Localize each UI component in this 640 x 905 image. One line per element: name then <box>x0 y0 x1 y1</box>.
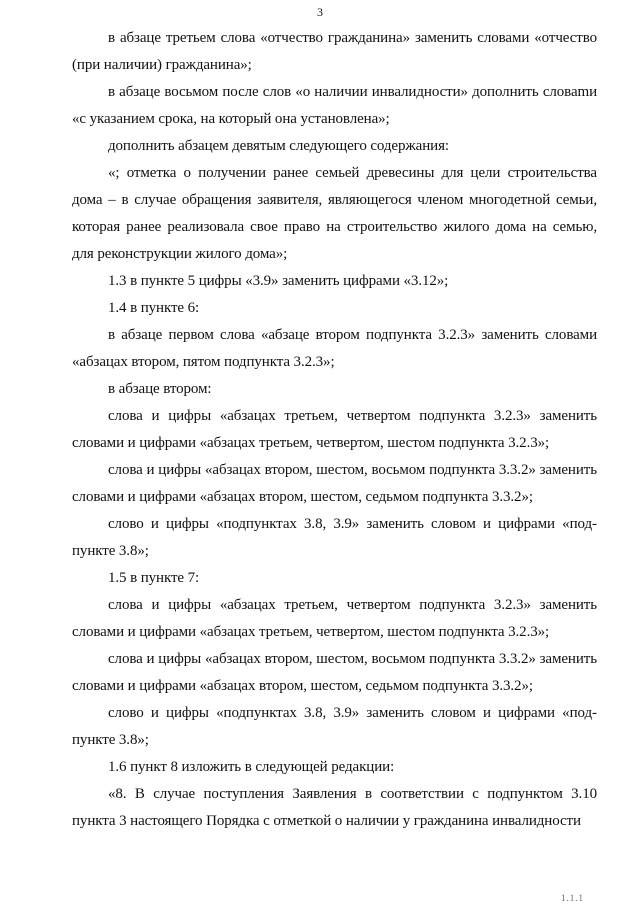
paragraph: слова и цифры «абзацах третьем, четвертом подпункта 3.2.3» заменить словами и цифрами «абзацах третьем, четвертом, шестом подпункта 3.2.3»; <box>72 597 597 640</box>
paragraph: «8. В случае поступления Заявления в соответствии с подпунктом 3.10 пункта 3 настоящего Порядка с отметкой о наличии у гражданина инвалидности <box>72 786 597 829</box>
page-number: 3 <box>317 5 323 19</box>
paragraph: дополнить абзацем девятым следующего содержания: <box>108 138 449 154</box>
paragraph: слово и цифры «подпунктах 3.8, 3.9» заменить словом и цифрами «подпункте 3.8»; <box>72 516 597 559</box>
paragraph: в абзаце восьмом после слов «о наличии инвалидности» дополнить словаmи «с указанием срока, на который она установлена»; <box>72 84 597 127</box>
paragraph: слова и цифры «абзацах втором, шестом, восьмом подпункта 3.3.2» заменить словами и цифрами «абзацах втором, шестом, седьмом подпункта 3.3.2»; <box>72 462 597 505</box>
paragraph: слова и цифры «абзацах втором, шестом, восьмом подпункта 3.3.2» заменить словами и цифрами «абзацах втором, шестом, седьмом подпункта 3.3.2»; <box>72 651 597 694</box>
paragraph: 1.4 в пункте 6: <box>108 300 200 316</box>
paragraph: в абзаце втором: <box>108 381 212 397</box>
paragraph: 1.5 в пункте 7: <box>108 570 200 586</box>
paragraph: 1.3 в пункте 5 цифры «3.9» заменить цифрами «3.12»; <box>108 273 449 289</box>
paragraph: слова и цифры «абзацах третьем, четвертом подпункта 3.2.3» заменить словами и цифрами «абзацах третьем, четвертом, шестом подпункта 3.2.3»; <box>72 408 597 451</box>
paragraph: слово и цифры «подпунктах 3.8, 3.9» заменить словом и цифрами «подпункте 3.8»; <box>72 705 597 748</box>
document-body <box>72 25 597 835</box>
paragraph: в абзаце третьем слова «отчество гражданина» заменить словами «отчество (при наличии) гражданина»; <box>72 30 597 73</box>
corner-mark: 1.1.1 <box>561 893 584 903</box>
paragraph: 1.6 пункт 8 изложить в следующей редакции: <box>108 759 395 775</box>
paragraph: в абзаце первом слова «абзаце втором подпункта 3.2.3» заменить словами «абзацах втором, пятом подпункта 3.2.3»; <box>72 327 597 370</box>
paragraph: «; отметка о получении ранее семьей древесины для цели строительства дома – в случае обращения заявителя, являющегося членом многодетной семьи, которая ранее реализовала свое право на строительство жилого дома на семью, для реконструкции жилого дома»; <box>72 165 597 262</box>
